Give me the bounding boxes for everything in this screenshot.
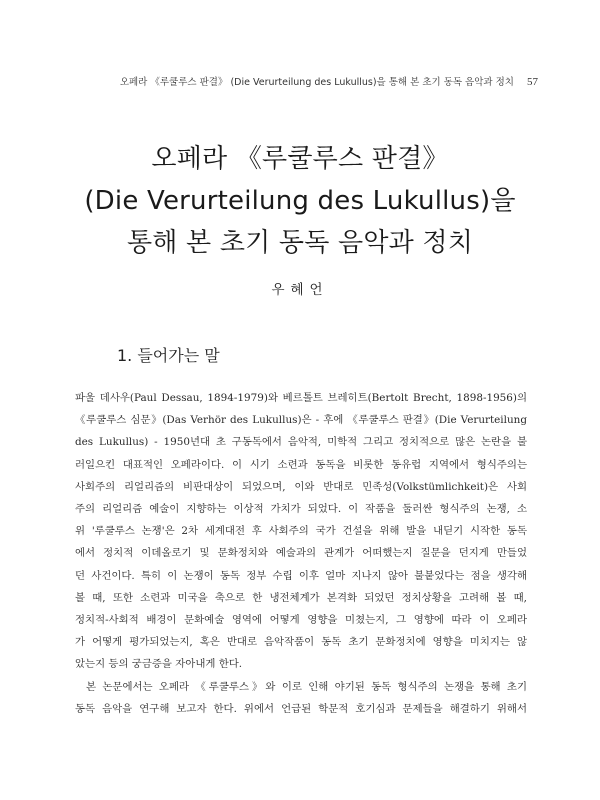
section-heading: 1. 들어가는 말 — [117, 346, 220, 365]
title-line-3: 통해 본 초기 동독 음악과 정치 — [126, 228, 474, 258]
body-line: 에서 정치적 이데올로기 및 문화정치와 예술과의 관계가 어떠했는지 질문을 던지게 만들었 — [75, 547, 527, 560]
body-line: 가 어떻게 평가되었는지, 혹은 반대로 음악작품이 동독 초기 문화정치에 영향을 미치지는 않 — [75, 636, 527, 649]
author-name: 우혜언 — [271, 282, 329, 298]
page-number: 57 — [527, 76, 538, 88]
title-line-2: (Die Verurteilung des Lukullus)을 — [84, 186, 516, 216]
body-line: 파울 데사우(Paul Dessau, 1894-1979)와 베르톨트 브레히트(Bertolt Brecht, 1898-1956)의 — [75, 392, 527, 404]
body-line: 정치적-사회적 배경이 문화예술 영역에 어떻게 영향을 미쳤는지, 그 영향에 따라 이 오페라 — [75, 614, 527, 627]
running-header — [120, 74, 538, 88]
body-text — [75, 387, 527, 720]
body-line: 러일으킨 대표적인 오페라이다. 이 시기 소련과 동독을 비롯한 동유럽 지역에서 형식주의는 — [75, 458, 527, 471]
title-line-1: 오페라 《루쿨루스 판결》 — [151, 144, 449, 174]
body-line: 던 사건이다. 특히 이 논쟁이 동독 정부 수립 이후 얼마 지나지 않아 불붙었다는 점을 생각해 — [75, 569, 527, 582]
body-line: 볼 때, 또한 소련과 미국을 축으로 한 냉전체계가 본격화 되었던 정치상황을 고려해 볼 때, — [75, 591, 527, 604]
running-title: 오페라 《루쿨루스 판결》 (Die Verurteilung des Lukullus)을 통해 본 초기 동독 음악과 정치 — [119, 77, 514, 88]
body-line: des Lukullus) - 1950년대 초 구동독에서 음악적, 미학적 그리고 정치적으로 많은 논란을 불 — [75, 436, 527, 449]
body-line: 았는지 등의 궁금증을 자아내게 한다. — [75, 658, 243, 671]
body-line: 동독 음악을 연구해 보고자 한다. 위에서 언급된 학문적 호기심과 문제들을 해결하기 위해서 — [75, 702, 527, 715]
body-line: 《루쿨루스 심문》(Das Verhör des Lukullus)은 - 후에 《루쿨루스 판결》(Die Verurteilung — [75, 414, 527, 427]
body-line: 본 논문에서는 오페라 《루쿨루스》와 이로 인해 야기된 동독 형식주의 논쟁을 통해 초기 — [86, 680, 527, 693]
body-line: 주의 리얼리즘 예술이 지향하는 이상적 가치가 되었다. 이 작품을 둘러싼 형식주의 논쟁, 소 — [75, 503, 527, 516]
body-line: 사회주의 리얼리즘의 비판대상이 되었으며, 이와 반대로 민족성(Volkstümlichkeit)은 사회 — [75, 480, 527, 493]
body-line: 위 '루쿨루스 논쟁'은 2차 세계대전 후 사회주의 국가 건설을 위해 발을 내딛기 시작한 동독 — [75, 525, 527, 538]
paper-title — [0, 138, 600, 264]
